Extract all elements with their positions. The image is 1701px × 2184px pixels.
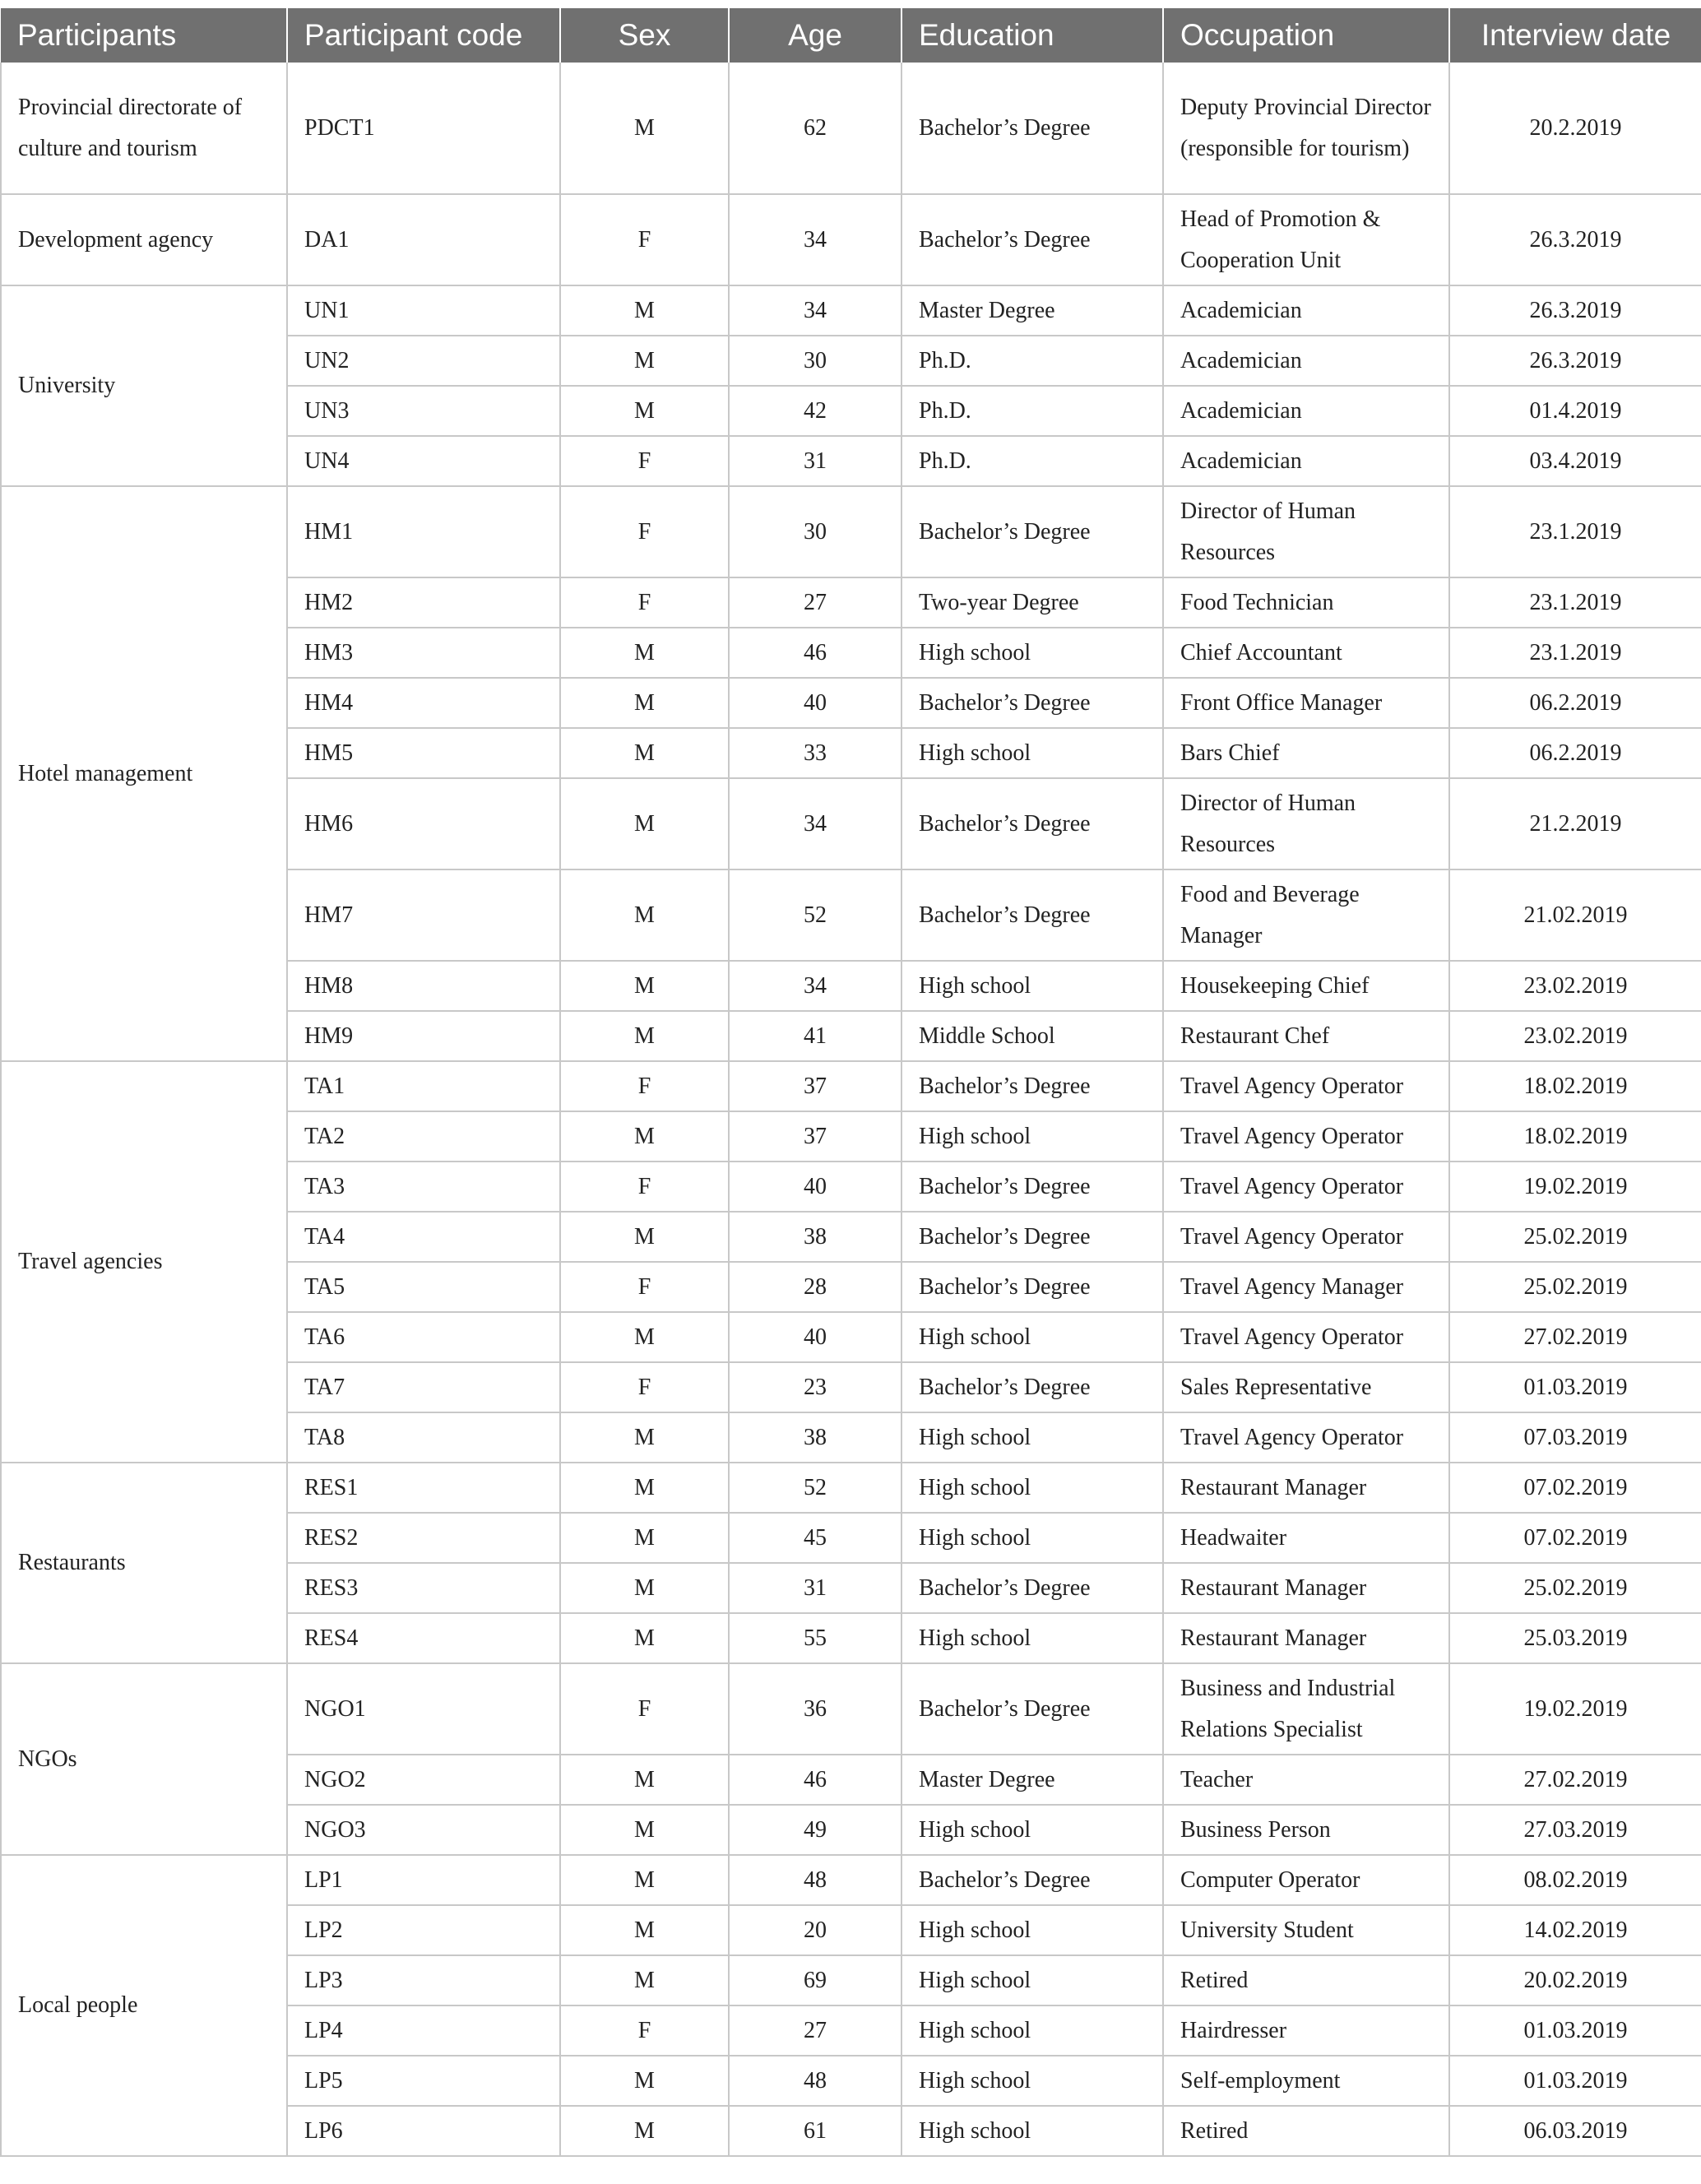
interview-date-cell: 18.02.2019 — [1449, 1061, 1701, 1111]
occupation-cell: Travel Agency Operator — [1163, 1212, 1449, 1262]
participant-code-cell: LP1 — [287, 1855, 560, 1905]
participant-code-cell: TA6 — [287, 1312, 560, 1362]
participant-code-cell: NGO2 — [287, 1755, 560, 1805]
participant-code-cell: HM1 — [287, 486, 560, 577]
participant-code-cell: LP2 — [287, 1905, 560, 1955]
education-cell: Bachelor’s Degree — [901, 869, 1163, 961]
occupation-cell: Self-employment — [1163, 2056, 1449, 2106]
interview-date-cell: 06.2.2019 — [1449, 678, 1701, 728]
header-occupation: Occupation — [1163, 8, 1449, 63]
age-cell: 52 — [729, 869, 901, 961]
participant-code-cell: HM8 — [287, 961, 560, 1011]
participant-code-cell: HM6 — [287, 778, 560, 869]
occupation-cell: Restaurant Manager — [1163, 1563, 1449, 1613]
education-cell: Ph.D. — [901, 336, 1163, 386]
sex-cell: M — [560, 1755, 729, 1805]
age-cell: 40 — [729, 1162, 901, 1212]
education-cell: Bachelor’s Degree — [901, 1663, 1163, 1755]
interview-date-cell: 23.1.2019 — [1449, 577, 1701, 628]
occupation-cell: Head of Promotion & Cooperation Unit — [1163, 194, 1449, 285]
occupation-cell: Travel Agency Operator — [1163, 1412, 1449, 1463]
header-participant-code: Participant code — [287, 8, 560, 63]
occupation-cell: Restaurant Chef — [1163, 1011, 1449, 1061]
age-cell: 31 — [729, 1563, 901, 1613]
participant-code-cell: UN2 — [287, 336, 560, 386]
age-cell: 46 — [729, 628, 901, 678]
interview-date-cell: 23.02.2019 — [1449, 961, 1701, 1011]
participant-code-cell: LP3 — [287, 1955, 560, 2005]
sex-cell: M — [560, 1513, 729, 1563]
interview-date-cell: 01.03.2019 — [1449, 2005, 1701, 2056]
participant-code-cell: TA4 — [287, 1212, 560, 1262]
sex-cell: M — [560, 1905, 729, 1955]
age-cell: 62 — [729, 63, 901, 194]
age-cell: 40 — [729, 1312, 901, 1362]
age-cell: 37 — [729, 1111, 901, 1162]
participant-code-cell: UN3 — [287, 386, 560, 436]
age-cell: 31 — [729, 436, 901, 486]
interview-date-cell: 23.02.2019 — [1449, 1011, 1701, 1061]
age-cell: 34 — [729, 778, 901, 869]
participant-group-cell: Development agency — [1, 194, 287, 285]
interview-date-cell: 25.02.2019 — [1449, 1262, 1701, 1312]
participant-code-cell: TA7 — [287, 1362, 560, 1412]
participant-code-cell: RES1 — [287, 1463, 560, 1513]
education-cell: Bachelor’s Degree — [901, 1212, 1163, 1262]
occupation-cell: Business and Industrial Relations Specialist — [1163, 1663, 1449, 1755]
participant-code-cell: HM2 — [287, 577, 560, 628]
participant-group-cell: Provincial directorate of culture and tourism — [1, 63, 287, 194]
occupation-cell: Front Office Manager — [1163, 678, 1449, 728]
occupation-cell: Teacher — [1163, 1755, 1449, 1805]
education-cell: High school — [901, 1905, 1163, 1955]
age-cell: 42 — [729, 386, 901, 436]
occupation-cell: Computer Operator — [1163, 1855, 1449, 1905]
education-cell: Bachelor’s Degree — [901, 1855, 1163, 1905]
education-cell: High school — [901, 2056, 1163, 2106]
age-cell: 20 — [729, 1905, 901, 1955]
sex-cell: M — [560, 961, 729, 1011]
education-cell: Ph.D. — [901, 386, 1163, 436]
occupation-cell: Travel Agency Manager — [1163, 1262, 1449, 1312]
education-cell: High school — [901, 1513, 1163, 1563]
sex-cell: F — [560, 1162, 729, 1212]
sex-cell: M — [560, 1463, 729, 1513]
education-cell: High school — [901, 1111, 1163, 1162]
participant-code-cell: HM9 — [287, 1011, 560, 1061]
education-cell: Bachelor’s Degree — [901, 1362, 1163, 1412]
participant-code-cell: LP5 — [287, 2056, 560, 2106]
age-cell: 48 — [729, 1855, 901, 1905]
education-cell: Bachelor’s Degree — [901, 194, 1163, 285]
participant-code-cell: NGO3 — [287, 1805, 560, 1855]
sex-cell: M — [560, 1412, 729, 1463]
interview-date-cell: 25.03.2019 — [1449, 1613, 1701, 1663]
interview-date-cell: 26.3.2019 — [1449, 336, 1701, 386]
sex-cell: M — [560, 728, 729, 778]
interview-date-cell: 21.02.2019 — [1449, 869, 1701, 961]
participant-group-cell: University — [1, 285, 287, 486]
participant-group-cell: Travel agencies — [1, 1061, 287, 1463]
participant-code-cell: UN4 — [287, 436, 560, 486]
age-cell: 61 — [729, 2106, 901, 2156]
participant-code-cell: LP4 — [287, 2005, 560, 2056]
education-cell: High school — [901, 1412, 1163, 1463]
education-cell: Bachelor’s Degree — [901, 1162, 1163, 1212]
age-cell: 55 — [729, 1613, 901, 1663]
participant-code-cell: HM3 — [287, 628, 560, 678]
occupation-cell: Housekeeping Chief — [1163, 961, 1449, 1011]
participant-code-cell: PDCT1 — [287, 63, 560, 194]
education-cell: Bachelor’s Degree — [901, 778, 1163, 869]
education-cell: High school — [901, 961, 1163, 1011]
age-cell: 49 — [729, 1805, 901, 1855]
occupation-cell: Headwaiter — [1163, 1513, 1449, 1563]
occupation-cell: Retired — [1163, 1955, 1449, 2005]
participant-code-cell: TA1 — [287, 1061, 560, 1111]
age-cell: 28 — [729, 1262, 901, 1312]
header-education: Education — [901, 8, 1163, 63]
age-cell: 36 — [729, 1663, 901, 1755]
interview-date-cell: 19.02.2019 — [1449, 1162, 1701, 1212]
age-cell: 34 — [729, 961, 901, 1011]
education-cell: High school — [901, 728, 1163, 778]
header-sex: Sex — [560, 8, 729, 63]
participant-code-cell: HM4 — [287, 678, 560, 728]
education-cell: Bachelor’s Degree — [901, 1563, 1163, 1613]
occupation-cell: Business Person — [1163, 1805, 1449, 1855]
education-cell: Two-year Degree — [901, 577, 1163, 628]
education-cell: Bachelor’s Degree — [901, 1061, 1163, 1111]
participant-group-cell: Local people — [1, 1855, 287, 2156]
interview-date-cell: 27.02.2019 — [1449, 1755, 1701, 1805]
occupation-cell: Academician — [1163, 386, 1449, 436]
occupation-cell: Food and Beverage Manager — [1163, 869, 1449, 961]
sex-cell: M — [560, 63, 729, 194]
occupation-cell: Restaurant Manager — [1163, 1463, 1449, 1513]
table-row — [1, 486, 1701, 577]
table-header — [1, 8, 1701, 63]
education-cell: High school — [901, 1312, 1163, 1362]
age-cell: 30 — [729, 486, 901, 577]
sex-cell: M — [560, 2056, 729, 2106]
education-cell: High school — [901, 628, 1163, 678]
interview-date-cell: 14.02.2019 — [1449, 1905, 1701, 1955]
interview-date-cell: 07.03.2019 — [1449, 1412, 1701, 1463]
sex-cell: F — [560, 486, 729, 577]
participant-group-cell: Restaurants — [1, 1463, 287, 1663]
sex-cell: M — [560, 1111, 729, 1162]
interview-date-cell: 27.02.2019 — [1449, 1312, 1701, 1362]
occupation-cell: Academician — [1163, 336, 1449, 386]
age-cell: 27 — [729, 2005, 901, 2056]
education-cell: Bachelor’s Degree — [901, 1262, 1163, 1312]
participant-code-cell: HM7 — [287, 869, 560, 961]
age-cell: 48 — [729, 2056, 901, 2106]
education-cell: Master Degree — [901, 1755, 1163, 1805]
participant-code-cell: TA2 — [287, 1111, 560, 1162]
education-cell: High school — [901, 2106, 1163, 2156]
occupation-cell: Sales Representative — [1163, 1362, 1449, 1412]
occupation-cell: University Student — [1163, 1905, 1449, 1955]
age-cell: 34 — [729, 285, 901, 336]
age-cell: 46 — [729, 1755, 901, 1805]
interview-date-cell: 25.02.2019 — [1449, 1563, 1701, 1613]
sex-cell: M — [560, 1955, 729, 2005]
age-cell: 38 — [729, 1412, 901, 1463]
sex-cell: M — [560, 778, 729, 869]
sex-cell: F — [560, 436, 729, 486]
participant-code-cell: RES3 — [287, 1563, 560, 1613]
education-cell: Ph.D. — [901, 436, 1163, 486]
education-cell: High school — [901, 2005, 1163, 2056]
occupation-cell: Academician — [1163, 285, 1449, 336]
occupation-cell: Chief Accountant — [1163, 628, 1449, 678]
header-row — [1, 8, 1701, 63]
interview-date-cell: 07.02.2019 — [1449, 1513, 1701, 1563]
sex-cell: F — [560, 1262, 729, 1312]
participant-group-cell: NGOs — [1, 1663, 287, 1855]
table-body — [1, 63, 1701, 2156]
header-age: Age — [729, 8, 901, 63]
participant-code-cell: RES2 — [287, 1513, 560, 1563]
age-cell: 33 — [729, 728, 901, 778]
interview-date-cell: 01.03.2019 — [1449, 1362, 1701, 1412]
age-cell: 34 — [729, 194, 901, 285]
table-row — [1, 194, 1701, 285]
sex-cell: M — [560, 1011, 729, 1061]
education-cell: Master Degree — [901, 285, 1163, 336]
table-row — [1, 1061, 1701, 1111]
sex-cell: M — [560, 1563, 729, 1613]
education-cell: Bachelor’s Degree — [901, 63, 1163, 194]
sex-cell: F — [560, 194, 729, 285]
age-cell: 37 — [729, 1061, 901, 1111]
age-cell: 27 — [729, 577, 901, 628]
occupation-cell: Retired — [1163, 2106, 1449, 2156]
table-row — [1, 285, 1701, 336]
sex-cell: M — [560, 628, 729, 678]
interview-date-cell: 26.3.2019 — [1449, 285, 1701, 336]
interview-date-cell: 20.2.2019 — [1449, 63, 1701, 194]
participant-code-cell: HM5 — [287, 728, 560, 778]
participant-code-cell: NGO1 — [287, 1663, 560, 1755]
interview-date-cell: 06.03.2019 — [1449, 2106, 1701, 2156]
interview-date-cell: 18.02.2019 — [1449, 1111, 1701, 1162]
occupation-cell: Deputy Provincial Director (responsible for tourism) — [1163, 63, 1449, 194]
interview-date-cell: 25.02.2019 — [1449, 1212, 1701, 1262]
occupation-cell: Academician — [1163, 436, 1449, 486]
sex-cell: M — [560, 386, 729, 436]
sex-cell: M — [560, 869, 729, 961]
occupation-cell: Restaurant Manager — [1163, 1613, 1449, 1663]
occupation-cell: Bars Chief — [1163, 728, 1449, 778]
sex-cell: M — [560, 1212, 729, 1262]
header-participants: Participants — [1, 8, 287, 63]
table-row — [1, 1855, 1701, 1905]
participant-code-cell: DA1 — [287, 194, 560, 285]
participant-code-cell: TA3 — [287, 1162, 560, 1212]
age-cell: 23 — [729, 1362, 901, 1412]
sex-cell: M — [560, 1613, 729, 1663]
sex-cell: F — [560, 1061, 729, 1111]
age-cell: 38 — [729, 1212, 901, 1262]
sex-cell: F — [560, 577, 729, 628]
participant-code-cell: UN1 — [287, 285, 560, 336]
table-row — [1, 1663, 1701, 1755]
occupation-cell: Hairdresser — [1163, 2005, 1449, 2056]
participants-table — [0, 8, 1701, 2157]
sex-cell: M — [560, 1312, 729, 1362]
education-cell: Middle School — [901, 1011, 1163, 1061]
interview-date-cell: 07.02.2019 — [1449, 1463, 1701, 1513]
education-cell: High school — [901, 1805, 1163, 1855]
participant-code-cell: RES4 — [287, 1613, 560, 1663]
sex-cell: F — [560, 1663, 729, 1755]
interview-date-cell: 26.3.2019 — [1449, 194, 1701, 285]
interview-date-cell: 01.4.2019 — [1449, 386, 1701, 436]
age-cell: 52 — [729, 1463, 901, 1513]
education-cell: Bachelor’s Degree — [901, 486, 1163, 577]
interview-date-cell: 23.1.2019 — [1449, 486, 1701, 577]
interview-date-cell: 03.4.2019 — [1449, 436, 1701, 486]
sex-cell: M — [560, 285, 729, 336]
age-cell: 30 — [729, 336, 901, 386]
age-cell: 41 — [729, 1011, 901, 1061]
sex-cell: F — [560, 1362, 729, 1412]
interview-date-cell: 01.03.2019 — [1449, 2056, 1701, 2106]
participant-group-cell: Hotel management — [1, 486, 287, 1061]
sex-cell: M — [560, 1855, 729, 1905]
interview-date-cell: 19.02.2019 — [1449, 1663, 1701, 1755]
sex-cell: M — [560, 1805, 729, 1855]
education-cell: High school — [901, 1955, 1163, 2005]
sex-cell: M — [560, 2106, 729, 2156]
table-row — [1, 63, 1701, 194]
sex-cell: M — [560, 678, 729, 728]
occupation-cell: Food Technician — [1163, 577, 1449, 628]
education-cell: Bachelor’s Degree — [901, 678, 1163, 728]
participant-code-cell: TA8 — [287, 1412, 560, 1463]
age-cell: 45 — [729, 1513, 901, 1563]
sex-cell: M — [560, 336, 729, 386]
occupation-cell: Travel Agency Operator — [1163, 1061, 1449, 1111]
interview-date-cell: 21.2.2019 — [1449, 778, 1701, 869]
table-row — [1, 1463, 1701, 1513]
interview-date-cell: 23.1.2019 — [1449, 628, 1701, 678]
sex-cell: F — [560, 2005, 729, 2056]
occupation-cell: Travel Agency Operator — [1163, 1162, 1449, 1212]
interview-date-cell: 27.03.2019 — [1449, 1805, 1701, 1855]
occupation-cell: Director of Human Resources — [1163, 486, 1449, 577]
occupation-cell: Travel Agency Operator — [1163, 1111, 1449, 1162]
participant-code-cell: TA5 — [287, 1262, 560, 1312]
age-cell: 40 — [729, 678, 901, 728]
interview-date-cell: 20.02.2019 — [1449, 1955, 1701, 2005]
interview-date-cell: 06.2.2019 — [1449, 728, 1701, 778]
participant-code-cell: LP6 — [287, 2106, 560, 2156]
interview-date-cell: 08.02.2019 — [1449, 1855, 1701, 1905]
education-cell: High school — [901, 1463, 1163, 1513]
occupation-cell: Travel Agency Operator — [1163, 1312, 1449, 1362]
occupation-cell: Director of Human Resources — [1163, 778, 1449, 869]
age-cell: 69 — [729, 1955, 901, 2005]
education-cell: High school — [901, 1613, 1163, 1663]
header-interview-date: Interview date — [1449, 8, 1701, 63]
